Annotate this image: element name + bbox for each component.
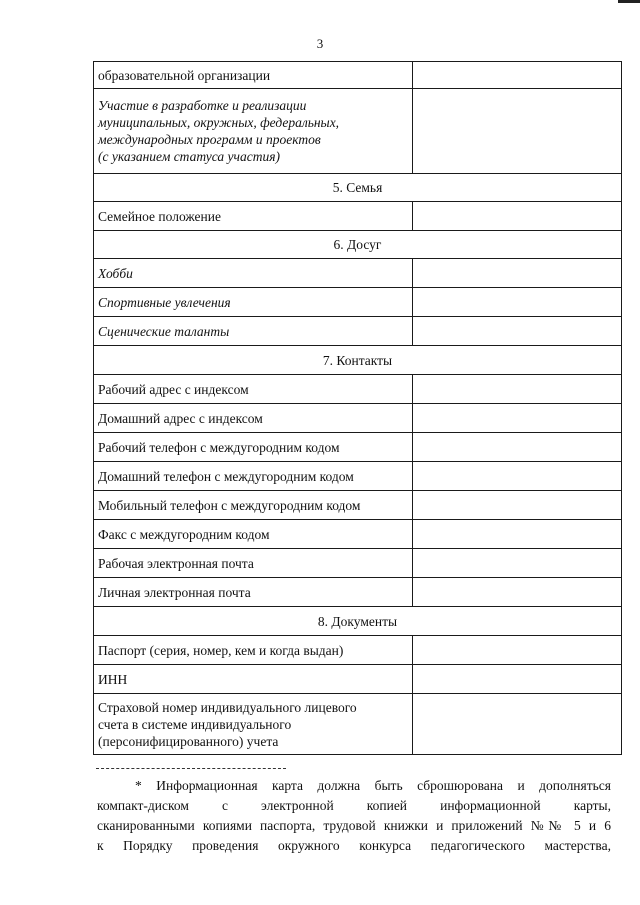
section-header-row — [94, 231, 622, 259]
form-row — [94, 578, 622, 607]
form-row — [94, 462, 622, 491]
field-value-cell[interactable] — [413, 549, 622, 578]
field-value-cell[interactable] — [413, 520, 622, 549]
form-row — [94, 317, 622, 346]
field-value-cell[interactable] — [413, 202, 622, 231]
section-title: 6. Досуг — [94, 231, 622, 259]
form-row — [94, 433, 622, 462]
field-value-cell[interactable] — [413, 433, 622, 462]
footnote-line: компакт-диском с электронной копией информационной карты, — [97, 798, 611, 813]
field-value-cell[interactable] — [413, 89, 622, 174]
footnote-line: сканированными копиями паспорта, трудовой книжки и приложений №№ 5 и 6 — [97, 818, 611, 833]
field-label: Хобби — [94, 259, 413, 288]
page-number: 3 — [316, 36, 324, 51]
field-value-cell[interactable] — [413, 317, 622, 346]
field-value-cell[interactable] — [413, 288, 622, 317]
field-label: Домашний адрес с индексом — [94, 404, 413, 433]
field-value-cell[interactable] — [413, 462, 622, 491]
field-label: Рабочий телефон с междугородним кодом — [94, 433, 413, 462]
section-title: 7. Контакты — [94, 346, 622, 375]
footnote-separator — [96, 768, 286, 769]
field-label: Рабочий адрес с индексом — [94, 375, 413, 404]
field-value-cell[interactable] — [413, 665, 622, 694]
form-row — [94, 89, 622, 174]
field-label: образовательной организации — [94, 62, 413, 89]
form-row — [94, 694, 622, 755]
field-label: ИНН — [94, 665, 413, 694]
form-row — [94, 375, 622, 404]
field-label: Мобильный телефон с междугородним кодом — [94, 491, 413, 520]
form-row — [94, 202, 622, 231]
section-title: 8. Документы — [94, 607, 622, 636]
field-label: Личная электронная почта — [94, 578, 413, 607]
section-header-row — [94, 174, 622, 202]
form-row — [94, 636, 622, 665]
field-label: Страховой номер индивидуального лицевого счета в системе индивидуального (персонифицированного) учета — [94, 694, 413, 755]
field-value-cell[interactable] — [413, 491, 622, 520]
section-header-row — [94, 607, 622, 636]
field-value-cell[interactable] — [413, 578, 622, 607]
form-row — [94, 665, 622, 694]
form-row — [94, 491, 622, 520]
field-value-cell[interactable] — [413, 636, 622, 665]
section-title: 5. Семья — [94, 174, 622, 202]
form-row — [94, 288, 622, 317]
form-row — [94, 549, 622, 578]
page-corner-mark — [618, 0, 640, 3]
form-row — [94, 62, 622, 89]
section-header-row — [94, 346, 622, 375]
field-label: Домашний телефон с междугородним кодом — [94, 462, 413, 491]
footnote-line: * Информационная карта должна быть сброшюрована и дополняться — [135, 778, 611, 793]
field-value-cell[interactable] — [413, 259, 622, 288]
field-value-cell[interactable] — [413, 404, 622, 433]
information-card-table — [93, 61, 622, 755]
field-value-cell[interactable] — [413, 694, 622, 755]
field-value-cell[interactable] — [413, 62, 622, 89]
field-label: Семейное положение — [94, 202, 413, 231]
form-row — [94, 259, 622, 288]
form-row — [94, 404, 622, 433]
footnote-line: к Порядку проведения окружного конкурса педагогического мастерства, — [97, 838, 611, 853]
field-label: Спортивные увлечения — [94, 288, 413, 317]
form-row — [94, 520, 622, 549]
field-label: Паспорт (серия, номер, кем и когда выдан) — [94, 636, 413, 665]
footnote — [97, 776, 611, 856]
field-label: Сценические таланты — [94, 317, 413, 346]
field-value-cell[interactable] — [413, 375, 622, 404]
field-label: Участие в разработке и реализации муниципальных, окружных, федеральных, международных программ и проектов (с указанием статуса участия) — [94, 89, 413, 174]
field-label: Рабочая электронная почта — [94, 549, 413, 578]
field-label: Факс с междугородним кодом — [94, 520, 413, 549]
